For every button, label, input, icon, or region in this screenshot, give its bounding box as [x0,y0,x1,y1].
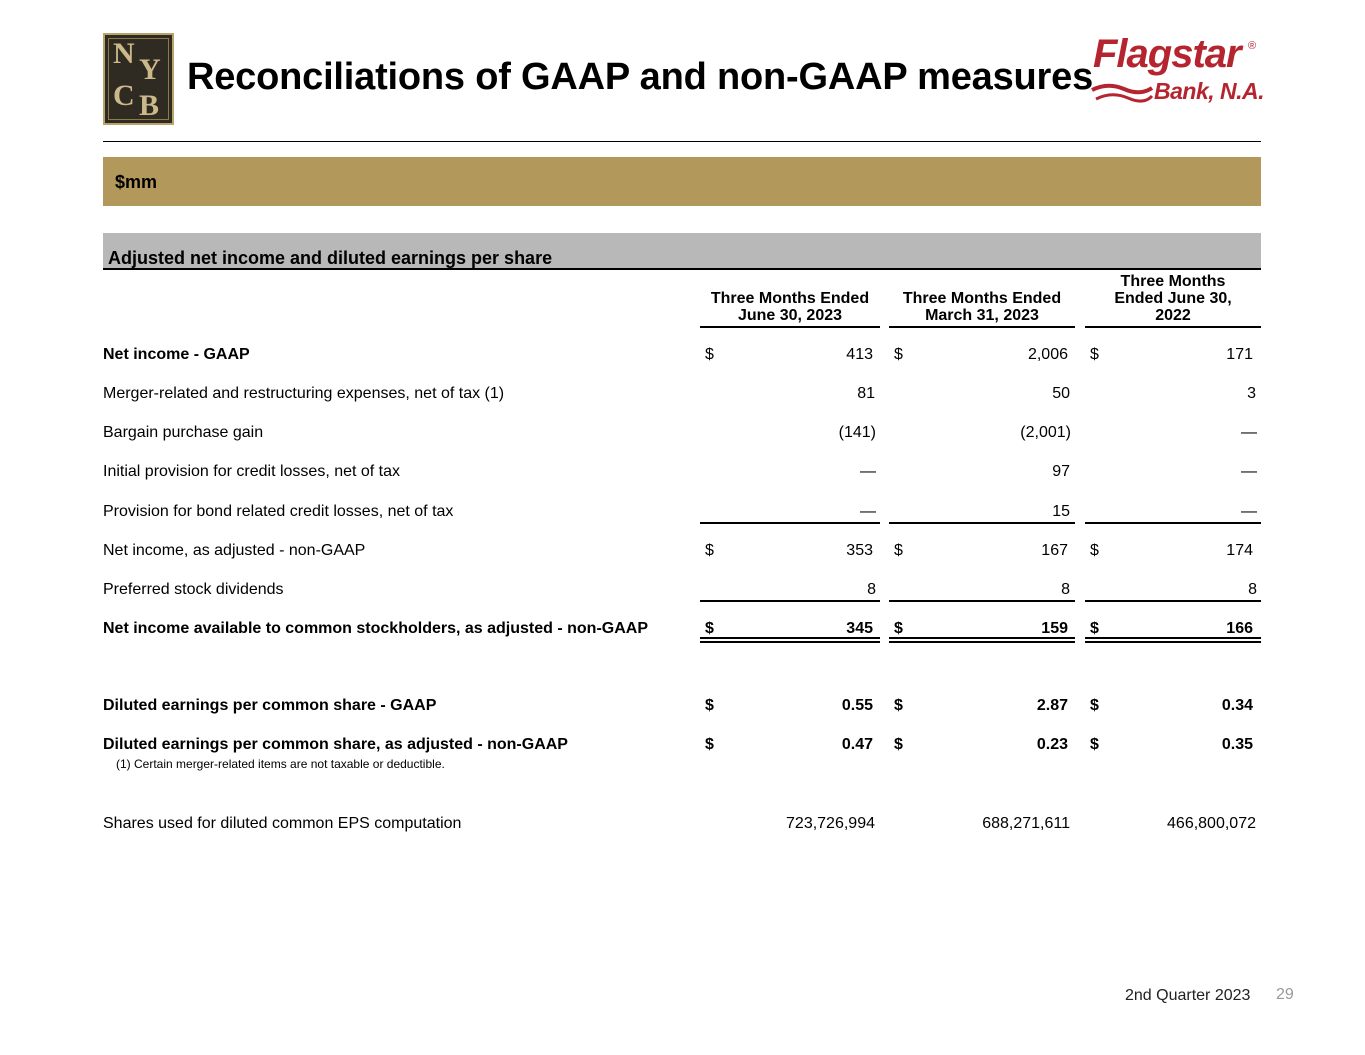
table-cell: 97 [1052,463,1070,480]
flagstar-logo [1090,30,1265,110]
section-header [103,233,1261,270]
row-label: Preferred stock dividends [103,581,284,598]
units-label: $mm [115,172,158,192]
table-cell: 0.47 [841,736,873,753]
row-label: Diluted earnings per common share - GAAP [103,697,437,714]
table-cell: 8 [1248,581,1257,598]
currency-symbol: $ [1090,346,1099,363]
table-cell: — [860,463,876,480]
table-cell: — [860,503,876,520]
footnote: (1) Certain merger-related items are not taxable or deductible. [116,757,445,771]
table-cell: 3 [1247,385,1256,402]
nycb-logo-letter: N [113,37,135,70]
table-cell: 0.55 [841,697,873,714]
flag-wave-icon [1090,80,1154,104]
table-cell: 159 [1041,620,1068,637]
currency-symbol: $ [705,346,714,363]
table-cell: 50 [1052,385,1070,402]
currency-symbol: $ [1090,542,1099,559]
subtotal-rule [889,600,1075,602]
table-cell: 15 [1052,503,1070,520]
subtotal-rule [1085,600,1261,602]
currency-symbol: $ [894,697,903,714]
currency-symbol: $ [1090,697,1099,714]
subtotal-rule [700,600,880,602]
total-double-rule [889,637,1075,643]
table-cell: (141) [838,424,876,441]
table-cell: 345 [846,620,873,637]
row-label: Initial provision for credit losses, net of tax [103,463,401,480]
subtotal-rule [889,522,1075,524]
row-label: Net income, as adjusted - non-GAAP [103,542,366,559]
currency-symbol: $ [894,542,903,559]
section-title: Adjusted net income and diluted earnings per share [108,248,553,268]
row-label: Provision for bond related credit losses, net of tax [103,503,454,520]
table-cell: 174 [1226,542,1253,559]
nycb-logo [103,33,174,125]
row-label: Diluted earnings per common share, as adjusted - non-GAAP [103,736,568,753]
footer-quarter: 2nd Quarter 2023 [1125,987,1251,1004]
total-double-rule [700,637,880,643]
table-cell: 8 [867,581,876,598]
table-cell: 0.34 [1221,697,1253,714]
table-cell: 167 [1041,542,1068,559]
table-cell: — [1241,503,1257,520]
table-cell: 0.23 [1036,736,1068,753]
table-cell: 0.35 [1221,736,1253,753]
nycb-logo-letter: Y [139,53,161,86]
total-double-rule [1085,637,1261,643]
column-header: Three Months Ended June 30, 2023 [700,270,880,328]
page-title: Reconciliations of GAAP and non-GAAP measures [187,56,1094,98]
row-label: Net income available to common stockholders, as adjusted - non-GAAP [103,620,648,637]
table-cell: 166 [1226,620,1253,637]
table-cell: 353 [846,542,873,559]
table-cell: 8 [1061,581,1070,598]
table-cell: 723,726,994 [786,815,875,832]
header-divider [103,141,1261,142]
currency-symbol: $ [1090,620,1099,637]
column-header: Three Months Ended June 30, 2022 [1085,270,1261,328]
table-cell: 466,800,072 [1167,815,1256,832]
table-cell: 2,006 [1027,346,1068,363]
units-bar [103,157,1261,206]
table-cell: — [1241,424,1257,441]
currency-symbol: $ [894,346,903,363]
currency-symbol: $ [705,697,714,714]
page-number: 29 [1276,986,1294,1003]
table-cell: — [1241,463,1257,480]
table-cell: (2,001) [1020,424,1071,441]
currency-symbol: $ [894,620,903,637]
nycb-logo-letter: B [139,89,160,122]
row-label: Merger-related and restructuring expenses, net of tax (1) [103,385,505,402]
column-header: Three Months Ended March 31, 2023 [889,270,1075,328]
currency-symbol: $ [1090,736,1099,753]
table-cell: 688,271,611 [982,815,1070,832]
subtotal-rule [1085,522,1261,524]
currency-symbol: $ [705,620,714,637]
currency-symbol: $ [705,736,714,753]
row-label: Bargain purchase gain [103,424,264,441]
subtotal-rule [700,522,880,524]
table-cell: 81 [857,385,875,402]
nycb-logo-letter: C [113,79,135,112]
flagstar-brand-text: Flagstar [1093,32,1241,76]
registered-mark: ® [1248,40,1257,52]
row-label: Net income - GAAP [103,346,250,363]
row-label: Shares used for diluted common EPS computation [103,815,462,832]
currency-symbol: $ [894,736,903,753]
table-cell: 2.87 [1036,697,1068,714]
table-cell: 171 [1226,346,1253,363]
table-cell: 413 [846,346,873,363]
currency-symbol: $ [705,542,714,559]
flagstar-subtitle: Bank, N.A. [1154,78,1265,104]
